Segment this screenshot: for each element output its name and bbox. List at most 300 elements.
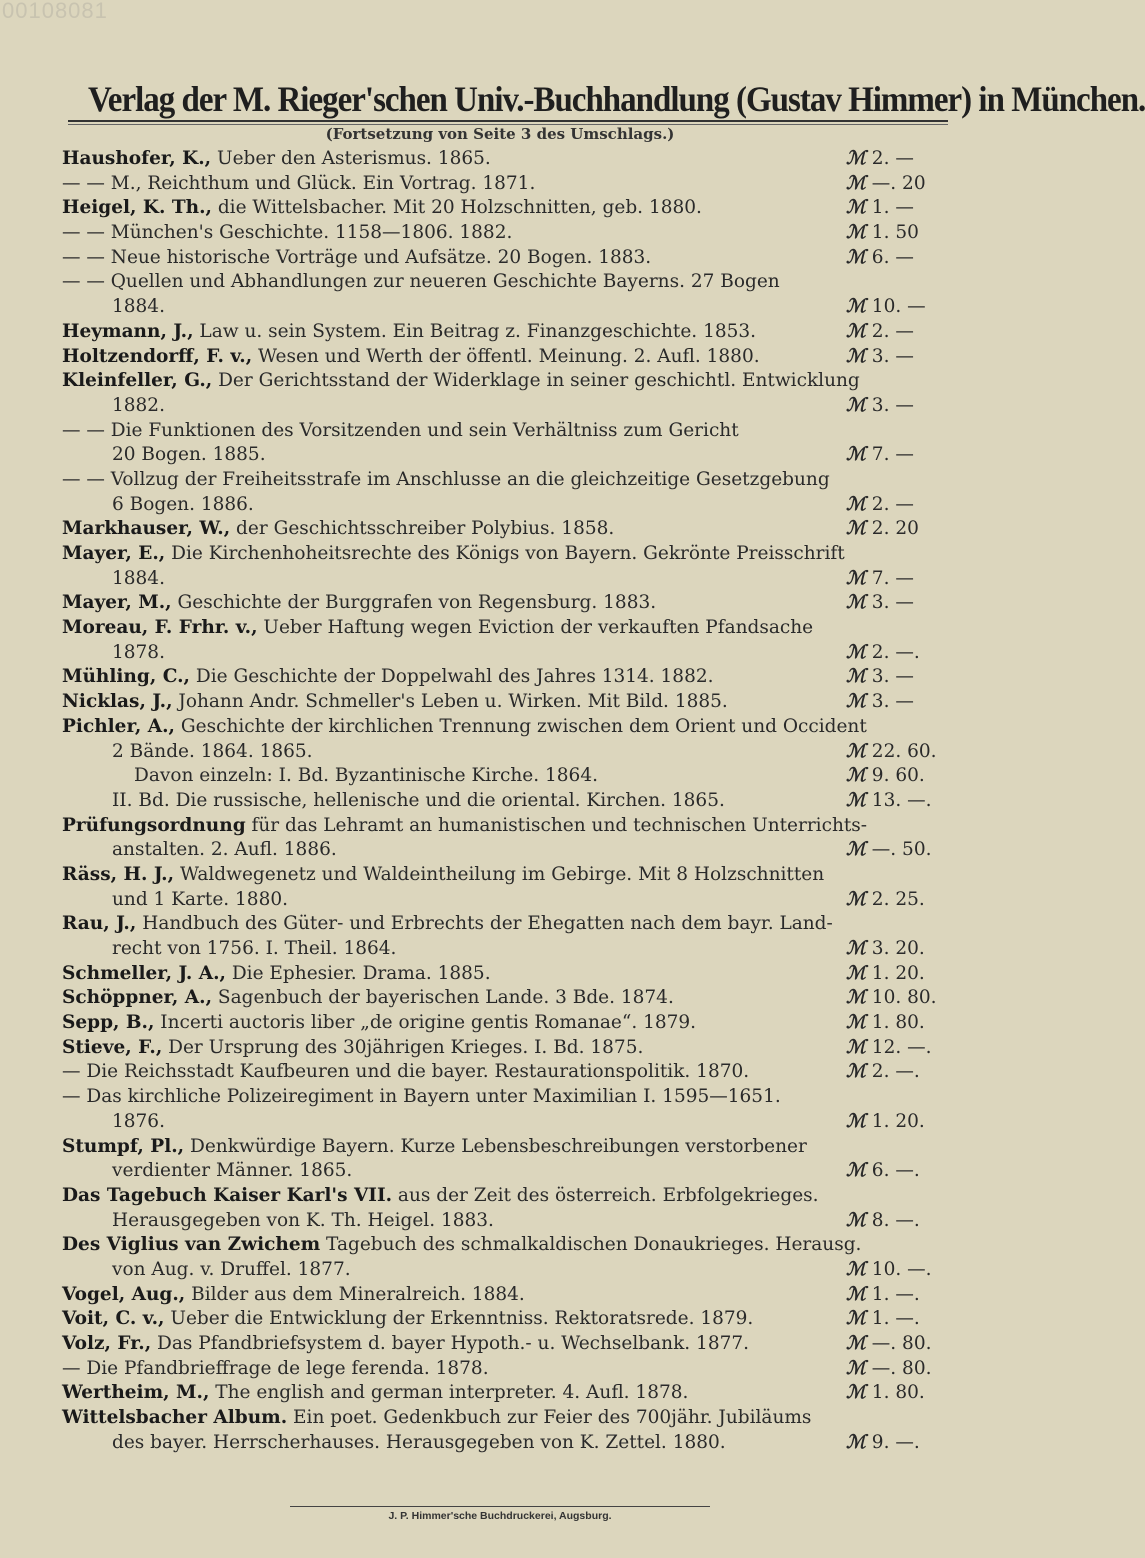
price-value: 13. —. (871, 789, 932, 811)
entry-text (112, 493, 254, 518)
mark-currency-icon: ℳ (846, 148, 866, 169)
catalog-entry (62, 221, 952, 246)
catalog-entry (62, 1431, 952, 1456)
entry-text (62, 419, 739, 444)
catalog-entry (62, 1357, 952, 1382)
entry-author: Des Viglius van Zwichem (62, 1234, 321, 1256)
entry-title: 1884. (112, 567, 165, 589)
entry-text (62, 1085, 781, 1110)
catalog-entry (62, 1233, 952, 1258)
mark-currency-icon: ℳ (846, 493, 866, 515)
entry-author: Volz, Fr., (62, 1333, 152, 1354)
entry-price (846, 172, 956, 197)
entry-text (62, 542, 845, 567)
catalog-entry (62, 986, 952, 1011)
entry-price (846, 147, 956, 172)
entry-author: Stumpf, Pl., (62, 1135, 185, 1157)
entry-author: Wertheim, M., (62, 1382, 210, 1404)
entry-text (62, 1357, 489, 1382)
entry-price (846, 517, 956, 542)
entry-author: Heigel, K. Th., (62, 197, 212, 219)
entry-title: aus der Zeit des österreich. Erbfolgekrieges. (392, 1184, 819, 1206)
mark-currency-icon: ℳ (846, 246, 866, 268)
entry-title: Wesen und Werth der öffentl. Meinung. 2. Aufl. 1880. (252, 345, 760, 367)
mark-currency-icon: ℳ (846, 345, 866, 367)
entry-price (846, 888, 956, 913)
catalog-entry (62, 1258, 952, 1283)
catalog-entry (62, 542, 952, 567)
entry-text (112, 295, 165, 320)
entry-author: Haushofer, K., (62, 148, 212, 169)
catalog-entry (62, 1283, 952, 1308)
mark-currency-icon: ℳ (846, 839, 866, 861)
entry-author: Schöppner, A., (62, 987, 213, 1009)
mark-currency-icon: ℳ (846, 567, 866, 589)
entry-text (62, 345, 760, 370)
entry-price (846, 1060, 956, 1085)
entry-price (846, 937, 956, 962)
entry-text (112, 1209, 494, 1234)
entry-title: — Die Reichsstadt Kaufbeuren und die bayer. Restaurationspolitik. 1870. (62, 1061, 750, 1083)
entry-author: Wittelsbacher Album. (62, 1407, 288, 1429)
price-value: 9. 60. (871, 765, 925, 787)
entry-title: Herausgegeben von K. Th. Heigel. 1883. (112, 1209, 494, 1231)
entry-price (846, 1381, 956, 1406)
entry-price (846, 1283, 956, 1308)
entry-title: Handbuch des Güter- und Erbrechts der Ehegatten nach dem bayr. Land- (136, 913, 833, 935)
catalog-list (62, 147, 952, 1455)
catalog-entry (62, 962, 952, 987)
catalog-entry (62, 838, 952, 863)
price-value: 7. — (871, 444, 914, 466)
price-value: 9. —. (871, 1431, 920, 1453)
entry-title: 1876. (112, 1110, 165, 1132)
price-value: 3. — (871, 592, 914, 614)
entry-author: Kleinfeller, G., (62, 370, 213, 392)
price-value: 10. —. (871, 1258, 932, 1280)
entry-text (112, 1258, 351, 1283)
catalog-entry (62, 320, 952, 345)
price-value: 6. —. (871, 1160, 920, 1182)
entry-title: — — München's Geschichte. 1158—1806. 1882. (62, 222, 513, 244)
entry-title: — — Vollzug der Freiheitsstrafe im Anschlusse an die gleichzeitige Gesetzgebung (62, 468, 830, 490)
price-value: 2. —. (871, 641, 920, 663)
entry-text (62, 147, 491, 172)
entry-title: Davon einzeln: I. Bd. Byzantinische Kirche. 1864. (134, 765, 598, 787)
entry-title: Die Ephesier. Drama. 1885. (225, 962, 491, 984)
entry-text (112, 1159, 352, 1184)
price-value: 2. — (871, 320, 914, 342)
entry-text (62, 1233, 861, 1258)
catalog-entry (62, 172, 952, 197)
entry-price (846, 641, 956, 666)
price-value: 10. 80. (871, 987, 937, 1009)
entry-title: — — Neue historische Vorträge und Aufsätze. 20 Bogen. 1883. (62, 246, 652, 268)
price-value: 1. 80. (871, 1012, 925, 1034)
entry-author: Mühling, C., (62, 666, 190, 688)
entry-text (62, 863, 824, 888)
entry-price (846, 789, 956, 814)
entry-text (112, 789, 725, 814)
catalog-entry (62, 937, 952, 962)
price-value: 1. —. (871, 1308, 920, 1330)
entry-text (62, 715, 867, 740)
mark-currency-icon: ℳ (846, 740, 866, 762)
catalog-entry (62, 443, 952, 468)
entry-text (62, 1406, 811, 1431)
entry-price (846, 1159, 956, 1184)
entry-title: Incerti auctoris liber „de origine gentis Romanae“. 1879. (154, 1012, 697, 1034)
mark-currency-icon: ℳ (846, 172, 866, 194)
entry-text (62, 1332, 749, 1357)
entry-text (112, 937, 396, 962)
entry-title: Geschichte der Burggrafen von Regensburg. 1883. (171, 592, 657, 614)
entry-text (62, 591, 656, 616)
footer-rule (290, 1506, 710, 1507)
entry-text (62, 986, 674, 1011)
mark-currency-icon: ℳ (846, 394, 866, 416)
catalog-entry (62, 1332, 952, 1357)
mark-currency-icon: ℳ (846, 1357, 866, 1379)
entry-title: 6 Bogen. 1886. (112, 493, 254, 515)
catalog-entry (62, 369, 952, 394)
mark-currency-icon: ℳ (846, 1283, 866, 1305)
continuation-note: (Fortsetzung von Seite 3 des Umschlags.) (325, 125, 675, 143)
entry-text (62, 369, 860, 394)
catalog-entry (62, 1381, 952, 1406)
catalog-entry (62, 246, 952, 271)
mark-currency-icon: ℳ (846, 765, 866, 787)
entry-title: Bilder aus dem Mineralreich. 1884. (185, 1283, 525, 1305)
entry-author: Rau, J., (62, 913, 137, 935)
entry-title: anstalten. 2. Aufl. 1886. (112, 839, 337, 861)
price-value: 1. 80. (871, 1382, 925, 1404)
catalog-entry (62, 1159, 952, 1184)
mark-currency-icon: ℳ (846, 666, 866, 688)
entry-text (62, 912, 833, 937)
entry-author: Schmeller, J. A., (62, 962, 226, 984)
entry-text (112, 641, 165, 666)
catalog-entry (62, 517, 952, 542)
entry-author: Nicklas, J., (62, 691, 173, 713)
printer-imprint: J. P. Himmer'sche Buchdruckerei, Augsburg. (388, 1510, 612, 1522)
entry-text (62, 1011, 696, 1036)
entry-text (112, 1431, 726, 1456)
entry-price (846, 1209, 956, 1234)
mark-currency-icon: ℳ (846, 888, 866, 910)
entry-title: Denkwürdige Bayern. Kurze Lebensbeschreibungen verstorbener (184, 1135, 807, 1157)
price-value: 1. — (871, 197, 914, 219)
entry-title: 2 Bände. 1864. 1865. (112, 740, 313, 762)
entry-title: für das Lehramt an humanistischen und technischen Unterrichts- (245, 814, 868, 836)
entry-title: — — Quellen und Abhandlungen zur neueren Geschichte Bayerns. 27 Bogen (62, 271, 780, 293)
entry-title: Ein poet. Gedenkbuch zur Feier des 700jähr. Jubiläums (287, 1407, 812, 1429)
price-value: 1. 20. (871, 962, 925, 984)
entry-title: der Geschichtsschreiber Polybius. 1858. (230, 518, 615, 540)
mark-currency-icon: ℳ (846, 1308, 866, 1330)
entry-title: Ueber den Asterismus. 1865. (211, 148, 491, 169)
entry-author: Das Tagebuch Kaiser Karl's VII. (62, 1184, 393, 1206)
entry-title: Die Kirchenhoheitsrechte des Königs von Bayern. Gekrönte Preisschrift (165, 543, 845, 564)
entry-text (62, 221, 512, 246)
entry-text (62, 1381, 688, 1406)
entry-title: The english and german interpreter. 4. Aufl. 1878. (209, 1382, 689, 1404)
price-value: 12. —. (871, 1036, 932, 1058)
mark-currency-icon: ℳ (846, 691, 866, 713)
entry-author: Räss, H. J., (62, 863, 175, 885)
entry-price (846, 567, 956, 592)
entry-price (846, 665, 956, 690)
catalog-entry (62, 814, 952, 839)
entry-author: Sepp, B., (62, 1012, 155, 1034)
entry-title: die Wittelsbacher. Mit 20 Holzschnitten, geb. 1880. (211, 197, 702, 219)
entry-text (62, 616, 813, 641)
catalog-entry (62, 616, 952, 641)
entry-title: 1884. (112, 296, 165, 318)
price-value: 7. — (871, 567, 914, 589)
entry-text (112, 1110, 165, 1135)
catalog-entry (62, 1135, 952, 1160)
mark-currency-icon: ℳ (846, 1258, 866, 1280)
mark-currency-icon: ℳ (846, 1061, 866, 1083)
mark-currency-icon: ℳ (846, 938, 866, 959)
entry-title: Ueber die Entwicklung der Erkenntniss. Rektoratsrede. 1879. (164, 1308, 754, 1330)
entry-title: von Aug. v. Druffel. 1877. (112, 1258, 351, 1280)
entry-text (112, 567, 165, 592)
entry-title: Ueber Haftung wegen Eviction der verkauften Pfandsache (257, 617, 814, 639)
price-value: 1. 50 (871, 222, 919, 244)
entry-price (846, 1011, 956, 1036)
entry-text (62, 320, 756, 345)
catalog-entry (62, 641, 952, 666)
price-value: —. 80. (871, 1357, 932, 1379)
entry-text (62, 172, 535, 197)
mark-currency-icon: ℳ (846, 1333, 866, 1354)
entry-title: Der Gerichtsstand der Widerklage in seiner geschichtl. Entwicklung (212, 370, 860, 392)
entry-price (846, 443, 956, 468)
entry-text (112, 888, 288, 913)
mark-currency-icon: ℳ (846, 197, 866, 219)
entry-title: Das Pfandbriefsystem d. bayer Hypoth.- u. Wechselbank. 1877. (151, 1333, 750, 1354)
entry-price (846, 962, 956, 987)
entry-text (62, 246, 651, 271)
entry-author: Heymann, J., (62, 320, 194, 342)
entry-price (846, 1307, 956, 1332)
entry-text (112, 394, 165, 419)
price-value: 2. — (871, 148, 914, 169)
mark-currency-icon: ℳ (846, 987, 866, 1009)
entry-text (62, 1060, 749, 1085)
entry-price (846, 493, 956, 518)
entry-price (846, 1110, 956, 1135)
price-value: —. 50. (871, 839, 932, 861)
entry-title: und 1 Karte. 1880. (112, 888, 289, 910)
entry-title: Tagebuch des schmalkaldischen Donaukrieges. Herausg. (320, 1234, 862, 1256)
entry-price (846, 690, 956, 715)
entry-title: Sagenbuch der bayerischen Lande. 3 Bde. 1874. (212, 987, 674, 1009)
entry-price (846, 221, 956, 246)
entry-title: Waldwegenetz und Waldeintheilung im Gebirge. Mit 8 Holzschnitten (174, 863, 825, 885)
catalog-entry (62, 147, 952, 172)
price-value: 3. — (871, 394, 914, 416)
price-value: 3. — (871, 666, 914, 688)
price-value: 8. —. (871, 1209, 920, 1231)
entry-author: Prüfungsordnung (62, 814, 246, 836)
price-value: 10. — (871, 296, 926, 318)
price-value: —. 20 (871, 172, 926, 194)
entry-title: Geschichte der kirchlichen Trennung zwischen dem Orient und Occident (174, 715, 867, 737)
entry-price (846, 1332, 956, 1357)
mark-currency-icon: ℳ (846, 320, 866, 342)
entry-title: — Die Pfandbrieffrage de lege ferenda. 1878. (62, 1357, 489, 1379)
entry-price (846, 196, 956, 221)
catalog-entry (62, 789, 952, 814)
entry-price (846, 295, 956, 320)
mark-currency-icon: ℳ (846, 1012, 866, 1034)
entry-author: Holtzendorff, F. v., (62, 345, 253, 367)
price-value: 1. —. (871, 1283, 920, 1305)
entry-text (62, 814, 867, 839)
mark-currency-icon: ℳ (846, 518, 866, 540)
entry-price (846, 1357, 956, 1382)
catalog-entry (62, 419, 952, 444)
entry-text (62, 1135, 807, 1160)
mark-currency-icon: ℳ (846, 222, 866, 244)
entry-price (846, 1258, 956, 1283)
price-value: 2. —. (871, 1061, 920, 1083)
catalog-entry (62, 1060, 952, 1085)
entry-price (846, 1036, 956, 1061)
header-rule (68, 120, 948, 122)
catalog-entry (62, 1406, 952, 1431)
entry-author: Pichler, A., (62, 715, 175, 737)
entry-title: des bayer. Herrscherhauses. Herausgegeben von K. Zettel. 1880. (112, 1431, 726, 1453)
mark-currency-icon: ℳ (846, 444, 866, 466)
entry-price (846, 740, 956, 765)
entry-author: Mayer, M., (62, 592, 172, 614)
price-value: 3. — (871, 345, 914, 367)
mark-currency-icon: ℳ (846, 789, 866, 811)
entry-author: Vogel, Aug., (62, 1283, 186, 1305)
entry-title: — — Die Funktionen des Vorsitzenden und sein Verhältniss zum Gericht (62, 419, 739, 441)
price-value: 3. 20. (871, 938, 925, 959)
entry-author: Stieve, F., (62, 1036, 163, 1058)
catalog-entry (62, 690, 952, 715)
entry-author: Markhauser, W., (62, 518, 231, 540)
catalog-entry (62, 740, 952, 765)
entry-text (62, 1184, 819, 1209)
entry-title: Law u. sein System. Ein Beitrag z. Finanzgeschichte. 1853. (193, 320, 757, 342)
entry-title: Johann Andr. Schmeller's Leben u. Wirken. Mit Bild. 1885. (172, 691, 728, 713)
price-value: 22. 60. (871, 740, 937, 762)
entry-title: II. Bd. Die russische, hellenische und die oriental. Kirchen. 1865. (112, 789, 725, 811)
catalog-entry (62, 1184, 952, 1209)
entry-text (112, 443, 266, 468)
catalog-entry (62, 912, 952, 937)
catalog-entry (62, 888, 952, 913)
entry-title: 1878. (112, 641, 165, 663)
entry-text (62, 517, 614, 542)
entry-author: Voit, C. v., (62, 1308, 165, 1330)
entry-author: Moreau, F. Frhr. v., (62, 617, 258, 639)
catalog-entry (62, 1307, 952, 1332)
catalog-entry (62, 1209, 952, 1234)
entry-text (62, 665, 714, 690)
price-value: 1. 20. (871, 1110, 925, 1132)
catalog-entry (62, 1036, 952, 1061)
entry-price (846, 591, 956, 616)
entry-price (846, 345, 956, 370)
entry-price (846, 838, 956, 863)
catalog-entry (62, 567, 952, 592)
mark-currency-icon: ℳ (846, 1382, 866, 1404)
entry-price (846, 320, 956, 345)
entry-text (62, 1307, 753, 1332)
entry-title: — Das kirchliche Polizeiregiment in Bayern unter Maximilian I. 1595—1651. (62, 1086, 781, 1108)
mark-currency-icon: ℳ (846, 592, 866, 614)
catalog-entry (62, 591, 952, 616)
catalog-entry (62, 764, 952, 789)
entry-text (134, 764, 598, 789)
mark-currency-icon: ℳ (846, 1431, 866, 1453)
entry-price (846, 764, 956, 789)
entry-title: — — M., Reichthum und Glück. Ein Vortrag. 1871. (62, 172, 536, 194)
mark-currency-icon: ℳ (846, 296, 866, 318)
entry-text (62, 1283, 525, 1308)
catalog-entry (62, 394, 952, 419)
catalog-entry (62, 345, 952, 370)
catalog-entry (62, 493, 952, 518)
catalog-entry (62, 1085, 952, 1110)
catalog-entry (62, 665, 952, 690)
mark-currency-icon: ℳ (846, 1209, 866, 1231)
catalog-entry (62, 295, 952, 320)
entry-title: verdienter Männer. 1865. (112, 1160, 353, 1182)
archive-id: 00108081 (2, 0, 108, 23)
entry-price (846, 986, 956, 1011)
entry-title: Der Ursprung des 30jährigen Krieges. I. Bd. 1875. (162, 1036, 644, 1058)
entry-text (112, 838, 337, 863)
entry-price (846, 1431, 956, 1456)
entry-text (62, 270, 780, 295)
catalog-entry (62, 196, 952, 221)
price-value: 3. — (871, 691, 914, 713)
catalog-entry (62, 1011, 952, 1036)
price-value: 6. — (871, 246, 914, 268)
entry-text (62, 196, 702, 221)
mark-currency-icon: ℳ (846, 962, 866, 984)
entry-title: 20 Bogen. 1885. (112, 444, 266, 466)
entry-price (846, 246, 956, 271)
catalog-entry (62, 468, 952, 493)
mark-currency-icon: ℳ (846, 641, 866, 663)
entry-price (846, 394, 956, 419)
entry-title: Die Geschichte der Doppelwahl des Jahres 1314. 1882. (189, 666, 714, 688)
entry-title: 1882. (112, 394, 165, 416)
catalog-entry (62, 863, 952, 888)
catalog-entry (62, 270, 952, 295)
mark-currency-icon: ℳ (846, 1110, 866, 1132)
entry-text (62, 468, 830, 493)
price-value: 2. 25. (871, 888, 925, 910)
entry-text (112, 740, 313, 765)
entry-title: recht von 1756. I. Theil. 1864. (112, 938, 397, 959)
entry-text (62, 690, 728, 715)
catalog-entry (62, 1110, 952, 1135)
entry-text (62, 1036, 643, 1061)
mark-currency-icon: ℳ (846, 1160, 866, 1182)
price-value: 2. — (871, 493, 914, 515)
